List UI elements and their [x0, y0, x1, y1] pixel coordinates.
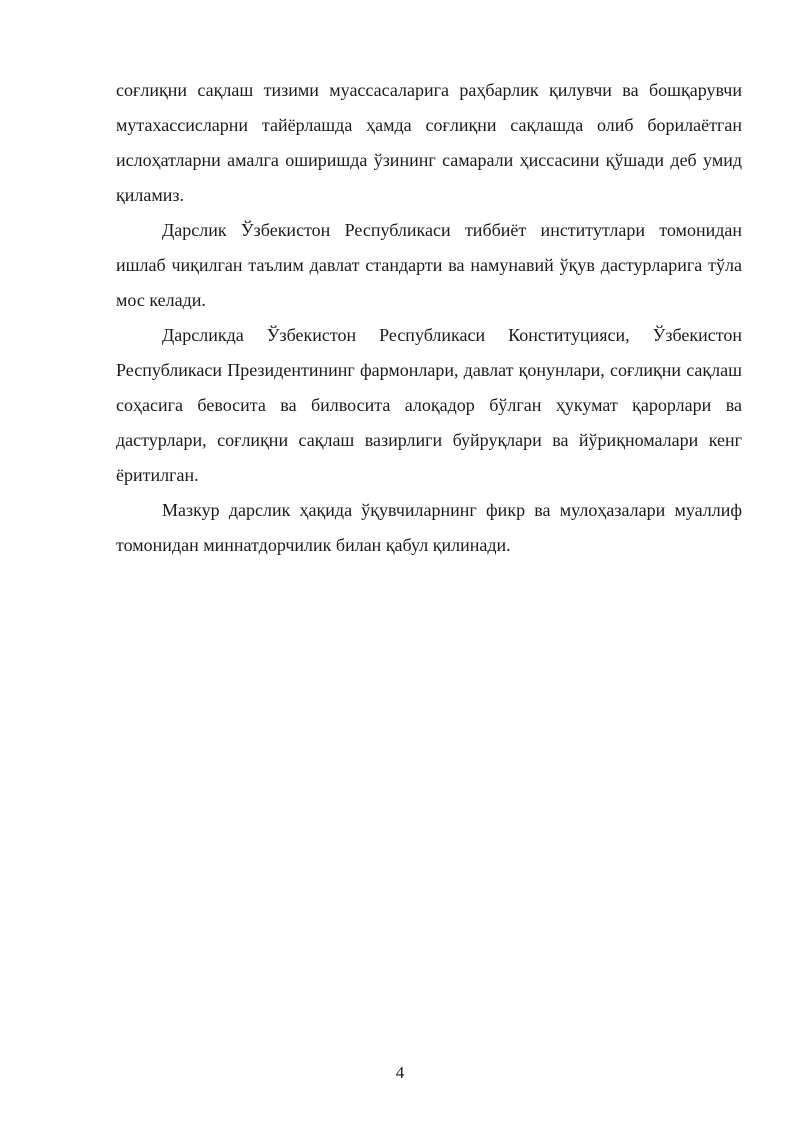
paragraph-standards: Дарслик Ўзбекистон Республикаси тиббиёт институтлари томонидан ишлаб чиқилган таълим давлат стандарти ва намунавий ўқув дастурларига тўла мос келади. [116, 220, 742, 310]
paragraph-continuation: соғлиқни сақлаш тизими муассасаларига раҳбарлик қилувчи ва бошқарувчи мутахассисларни тайёрлашда ҳамда соғлиқни сақлашда олиб борилаётган ислоҳатларни амалга оширишда ўзининг самарали ҳиссасини қўшади деб умид қиламиз. [116, 80, 742, 205]
body-text [116, 73, 742, 563]
page-number: 4 [395, 1063, 405, 1082]
paragraph-legislation: Дарсликда Ўзбекистон Республикаси Конституцияси, Ўзбекистон Республикаси Президентининг фармонлари, давлат қонунлари, соғлиқни сақлаш соҳасига бевосита ва билвосита алоқадор бўлган ҳукумат қарорлари ва дастурлари, соғлиқни сақлаш вазирлиги буйруқлари ва йўриқномалари кенг ёритилган. [116, 325, 742, 485]
paragraph-feedback: Мазкур дарслик ҳақида ўқувчиларнинг фикр ва мулоҳазалари муаллиф томонидан миннатдорчилик билан қабул қилинади. [116, 500, 742, 555]
